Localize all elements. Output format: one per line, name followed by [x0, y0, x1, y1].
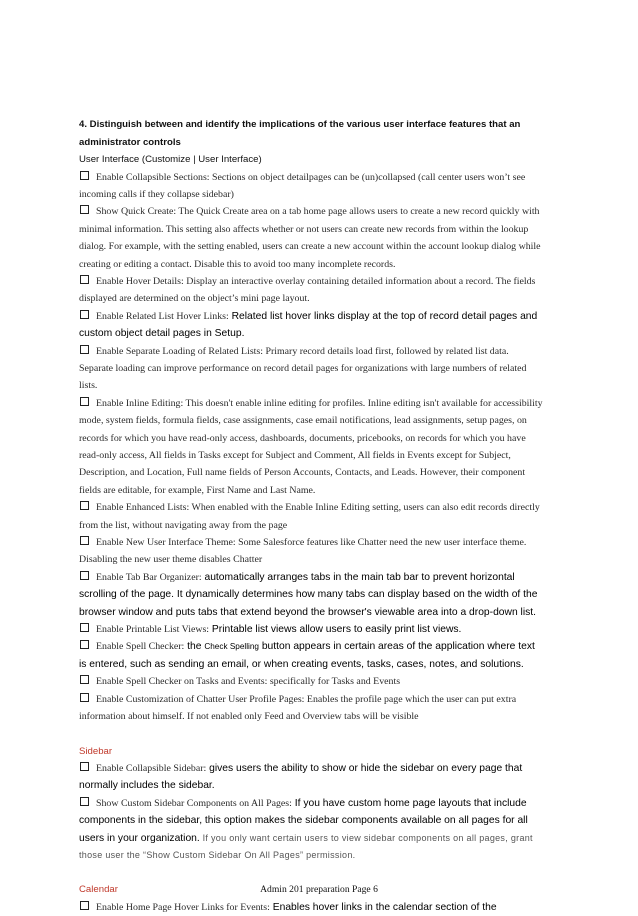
sidebar-feature-list	[79, 760, 545, 864]
calendar-section-title: Calendar	[79, 884, 118, 896]
page-content	[79, 116, 545, 916]
section-heading: 4. Distinguish between and identify the implications of the various user interface features that an administrator controls	[79, 119, 521, 148]
checkbox-icon	[80, 171, 89, 180]
checkbox-icon	[80, 797, 89, 806]
list-item: Enable Printable List Views: Printable list views allow users to easily print list views.	[79, 621, 545, 638]
ui-feature-list	[79, 169, 545, 726]
checkbox-icon	[80, 623, 89, 632]
list-item: Enable Home Page Hover Links for Events: Enables hover links in the calendar section of the	[79, 899, 545, 916]
checkbox-icon	[80, 310, 89, 319]
list-item: Enable Spell Checker on Tasks and Events: specifically for Tasks and Events	[79, 673, 545, 690]
list-item: Enable Collapsible Sidebar: gives users the ability to show or hide the sidebar on every page that normally includes the sidebar.	[79, 763, 523, 792]
checkbox-icon	[80, 205, 89, 214]
sidebar-section-title: Sidebar	[79, 745, 113, 757]
list-item: Enable Separate Loading of Related Lists: Primary record details load first, followed by related list data. Separate loading can improve performance on record detail pages for organizations with large numbers of related lists.	[79, 345, 527, 392]
checkbox-icon	[80, 693, 89, 702]
subsection-heading: User Interface (Customize | User Interface)	[79, 154, 262, 165]
list-item: Enable Related List Hover Links: Related list hover links display at the top of record detail pages and custom object detail pages in Setup.	[79, 310, 538, 340]
checkbox-icon	[80, 901, 89, 910]
list-item: Show Custom Sidebar Components on All Pages: If you have custom home page layouts that include components in the sidebar, this option makes the sidebar components available on all pages for all users in your organization. If you only want certain users to view sidebar components on all pages, grant those user the “Show Custom Sidebar On All Pages” permission.	[79, 797, 533, 861]
checkbox-icon	[80, 397, 89, 406]
checkbox-icon	[80, 345, 89, 354]
list-item: Enable Customization of Chatter User Profile Pages: Enables the profile page which the user can put extra information about himself. If not enabled only Feed and Overview tabs will be visible	[79, 693, 517, 723]
checkbox-icon	[80, 501, 89, 510]
checkbox-icon	[80, 275, 89, 284]
checkbox-icon	[80, 571, 89, 580]
list-item: Enable Inline Editing: This doesn't enable inline editing for profiles. Inline editing isn't available for accessibility mode, system fields, formula fields, case assignments, case email notifications, lead assignments, setup pages, on records for which you have read-only access, dashboards, documents, pricebooks, on records for which you have read-only access, All fields in Tasks except for Subject and Comment, All fields in Events except for Subject, Description, and Location, Full name fields of Person Accounts, Contacts, and Leads. However, their component fields are editable, for example, First Name and Last Name.	[79, 397, 543, 496]
page-footer: Admin 201 preparation Page 6	[260, 884, 378, 895]
list-item: Enable Tab Bar Organizer: automatically arranges tabs in the main tab bar to prevent horizontal scrolling of the page. It dynamically determines how many tabs can display based on the width of the browser window and puts tabs that extend beyond the browser's viewable area into a drop-down list.	[79, 571, 538, 618]
list-item: Show Quick Create: The Quick Create area on a tab home page allows users to create a new record quickly with minimal information. This setting also affects whether or not users can create new records from within the lookup dialog. For example, with the setting enabled, users can create a new account within the account lookup dialog while creating or editing a contact. Disable this to avoid too many incomplete records.	[79, 206, 541, 270]
checkbox-icon	[80, 762, 89, 771]
list-item: Enable New User Interface Theme: Some Salesforce features like Chatter need the new user interface theme. Disabling the new user theme disables Chatter	[79, 537, 527, 566]
list-item: Enable Collapsible Sections: Sections on object detailpages can be (un)collapsed (call center users won’t see incoming calls if they collapse sidebar)	[79, 171, 526, 200]
list-item: Enable Enhanced Lists: When enabled with the Enable Inline Editing setting, users can also edit records directly from the list, without navigating away from the page	[79, 502, 540, 531]
list-item: Enable Spell Checker: the Check Spelling button appears in certain areas of the application where text is entered, such as sending an email, or when creating events, tasks, cases, notes, and solutions.	[79, 641, 535, 670]
check-spelling-label: Check Spelling	[204, 642, 259, 652]
calendar-feature-list	[79, 899, 545, 916]
checkbox-icon	[80, 640, 89, 649]
checkbox-icon	[80, 536, 89, 545]
list-item: Enable Hover Details: Display an interactive overlay containing detailed information about a record. The fields displayed are determined on the object’s mini page layout.	[79, 275, 536, 305]
checkbox-icon	[80, 675, 89, 684]
